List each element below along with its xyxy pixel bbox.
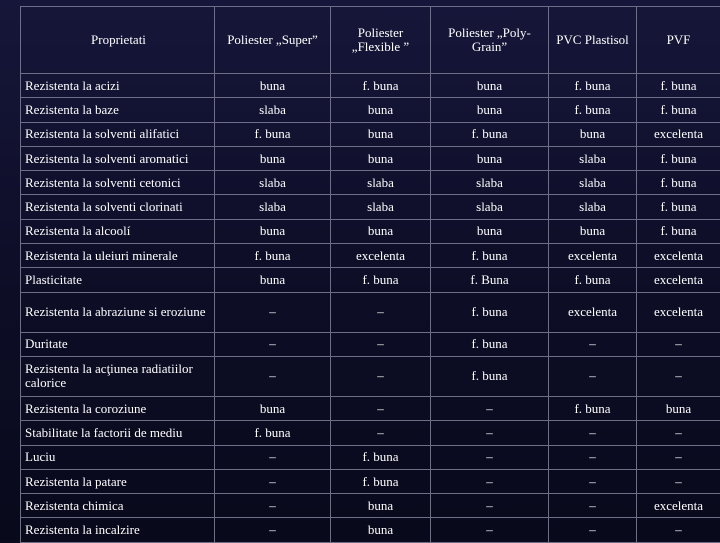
rating-cell: f. buna bbox=[549, 98, 637, 122]
rating-cell: buna bbox=[331, 518, 431, 542]
rating-cell: f. buna bbox=[331, 268, 431, 292]
rating-cell: buna bbox=[331, 146, 431, 170]
rating-cell: f. buna bbox=[431, 292, 549, 332]
property-name-cell: Rezistenta la solventi cetonici bbox=[21, 171, 215, 195]
table-row bbox=[21, 195, 720, 219]
rating-cell: f. buna bbox=[431, 332, 549, 356]
table-row bbox=[21, 421, 720, 445]
property-name-cell: Duritate bbox=[21, 332, 215, 356]
table-row bbox=[21, 146, 720, 170]
rating-cell: – bbox=[215, 332, 331, 356]
header-cell: PVC Plastisol bbox=[549, 7, 637, 74]
rating-cell: slaba bbox=[549, 171, 637, 195]
rating-cell: – bbox=[637, 332, 720, 356]
rating-cell: excelenta bbox=[637, 494, 720, 518]
rating-cell: – bbox=[331, 332, 431, 356]
rating-cell: – bbox=[431, 421, 549, 445]
property-name-cell: Plasticitate bbox=[21, 268, 215, 292]
rating-cell: – bbox=[215, 292, 331, 332]
rating-cell: – bbox=[215, 356, 331, 396]
rating-cell: buna bbox=[215, 219, 331, 243]
rating-cell: – bbox=[431, 469, 549, 493]
table-row bbox=[21, 445, 720, 469]
rating-cell: f. Buna bbox=[431, 268, 549, 292]
rating-cell: buna bbox=[331, 219, 431, 243]
property-name-cell: Rezistenta chimica bbox=[21, 494, 215, 518]
header-cell: Proprietati bbox=[21, 7, 215, 74]
rating-cell: buna bbox=[431, 74, 549, 98]
property-name-cell: Stabilitate la factorii de mediu bbox=[21, 421, 215, 445]
rating-cell: – bbox=[549, 332, 637, 356]
table-row bbox=[21, 518, 720, 542]
header-cell: PVF bbox=[637, 7, 720, 74]
table-row bbox=[21, 122, 720, 146]
rating-cell: buna bbox=[331, 122, 431, 146]
rating-cell: buna bbox=[215, 74, 331, 98]
table-row bbox=[21, 396, 720, 420]
rating-cell: buna bbox=[331, 98, 431, 122]
rating-cell: slaba bbox=[431, 195, 549, 219]
rating-cell: slaba bbox=[331, 171, 431, 195]
rating-cell: f. buna bbox=[637, 98, 720, 122]
property-name-cell: Rezistenta la incalzire bbox=[21, 518, 215, 542]
rating-cell: excelenta bbox=[637, 268, 720, 292]
rating-cell: excelenta bbox=[637, 292, 720, 332]
table-row bbox=[21, 356, 720, 396]
table-body bbox=[21, 74, 720, 543]
property-name-cell: Rezistenta la patare bbox=[21, 469, 215, 493]
properties-table bbox=[20, 6, 720, 543]
rating-cell: excelenta bbox=[331, 244, 431, 268]
rating-cell: – bbox=[637, 445, 720, 469]
header-cell: Poliester „Super” bbox=[215, 7, 331, 74]
table-row bbox=[21, 268, 720, 292]
rating-cell: slaba bbox=[549, 146, 637, 170]
rating-cell: – bbox=[637, 356, 720, 396]
property-name-cell: Rezistenta la uleiuri minerale bbox=[21, 244, 215, 268]
property-name-cell: Rezistenta la acizi bbox=[21, 74, 215, 98]
rating-cell: buna bbox=[431, 98, 549, 122]
header-row bbox=[21, 7, 720, 74]
property-name-cell: Rezistenta la abraziune si eroziune bbox=[21, 292, 215, 332]
rating-cell: – bbox=[331, 421, 431, 445]
rating-cell: slaba bbox=[549, 195, 637, 219]
property-name-cell: Rezistenta la baze bbox=[21, 98, 215, 122]
rating-cell: – bbox=[637, 421, 720, 445]
rating-cell: f. buna bbox=[331, 445, 431, 469]
rating-cell: f. buna bbox=[215, 421, 331, 445]
rating-cell: – bbox=[331, 356, 431, 396]
table-row bbox=[21, 469, 720, 493]
rating-cell: f. buna bbox=[549, 396, 637, 420]
rating-cell: – bbox=[549, 494, 637, 518]
rating-cell: buna bbox=[331, 494, 431, 518]
rating-cell: buna bbox=[215, 396, 331, 420]
rating-cell: – bbox=[431, 396, 549, 420]
rating-cell: buna bbox=[549, 219, 637, 243]
rating-cell: buna bbox=[637, 396, 720, 420]
rating-cell: – bbox=[215, 445, 331, 469]
rating-cell: f. buna bbox=[549, 74, 637, 98]
rating-cell: f. buna bbox=[637, 171, 720, 195]
rating-cell: f. buna bbox=[637, 74, 720, 98]
rating-cell: f. buna bbox=[331, 74, 431, 98]
rating-cell: f. buna bbox=[215, 244, 331, 268]
rating-cell: f. buna bbox=[637, 219, 720, 243]
rating-cell: – bbox=[215, 494, 331, 518]
rating-cell: f. buna bbox=[637, 146, 720, 170]
rating-cell: – bbox=[549, 356, 637, 396]
rating-cell: f. buna bbox=[331, 469, 431, 493]
rating-cell: buna bbox=[549, 122, 637, 146]
table-row bbox=[21, 494, 720, 518]
rating-cell: f. buna bbox=[431, 122, 549, 146]
table-row bbox=[21, 219, 720, 243]
rating-cell: – bbox=[331, 396, 431, 420]
header-cell: Poliester „Flexible ” bbox=[331, 7, 431, 74]
rating-cell: f. buna bbox=[431, 244, 549, 268]
rating-cell: buna bbox=[215, 268, 331, 292]
property-name-cell: Rezistenta la coroziune bbox=[21, 396, 215, 420]
header-cell: Poliester „Poly-Grain” bbox=[431, 7, 549, 74]
rating-cell: – bbox=[637, 518, 720, 542]
rating-cell: buna bbox=[431, 219, 549, 243]
property-name-cell: Rezistenta la solventi aromatici bbox=[21, 146, 215, 170]
rating-cell: – bbox=[549, 445, 637, 469]
rating-cell: buna bbox=[215, 146, 331, 170]
rating-cell: slaba bbox=[431, 171, 549, 195]
rating-cell: f. buna bbox=[637, 195, 720, 219]
rating-cell: f. buna bbox=[215, 122, 331, 146]
rating-cell: slaba bbox=[331, 195, 431, 219]
rating-cell: – bbox=[549, 421, 637, 445]
rating-cell: – bbox=[637, 469, 720, 493]
table-row bbox=[21, 292, 720, 332]
rating-cell: excelenta bbox=[549, 292, 637, 332]
rating-cell: slaba bbox=[215, 171, 331, 195]
rating-cell: excelenta bbox=[637, 122, 720, 146]
rating-cell: excelenta bbox=[637, 244, 720, 268]
rating-cell: slaba bbox=[215, 98, 331, 122]
property-name-cell: Rezistenta la solventi clorinati bbox=[21, 195, 215, 219]
rating-cell: – bbox=[431, 445, 549, 469]
rating-cell: f. buna bbox=[549, 268, 637, 292]
rating-cell: – bbox=[431, 518, 549, 542]
rating-cell: buna bbox=[431, 146, 549, 170]
rating-cell: – bbox=[215, 518, 331, 542]
rating-cell: – bbox=[215, 469, 331, 493]
table-row bbox=[21, 244, 720, 268]
rating-cell: – bbox=[331, 292, 431, 332]
table-row bbox=[21, 332, 720, 356]
table-row bbox=[21, 98, 720, 122]
rating-cell: – bbox=[549, 518, 637, 542]
rating-cell: – bbox=[431, 494, 549, 518]
table-row bbox=[21, 74, 720, 98]
rating-cell: f. buna bbox=[431, 356, 549, 396]
rating-cell: excelenta bbox=[549, 244, 637, 268]
property-name-cell: Rezistenta la acţiunea radiatiilor calorice bbox=[21, 356, 215, 396]
rating-cell: – bbox=[549, 469, 637, 493]
property-name-cell: Rezistenta la solventi alifatici bbox=[21, 122, 215, 146]
property-name-cell: Rezistenta la alcoolí bbox=[21, 219, 215, 243]
rating-cell: slaba bbox=[215, 195, 331, 219]
table-row bbox=[21, 171, 720, 195]
property-name-cell: Luciu bbox=[21, 445, 215, 469]
